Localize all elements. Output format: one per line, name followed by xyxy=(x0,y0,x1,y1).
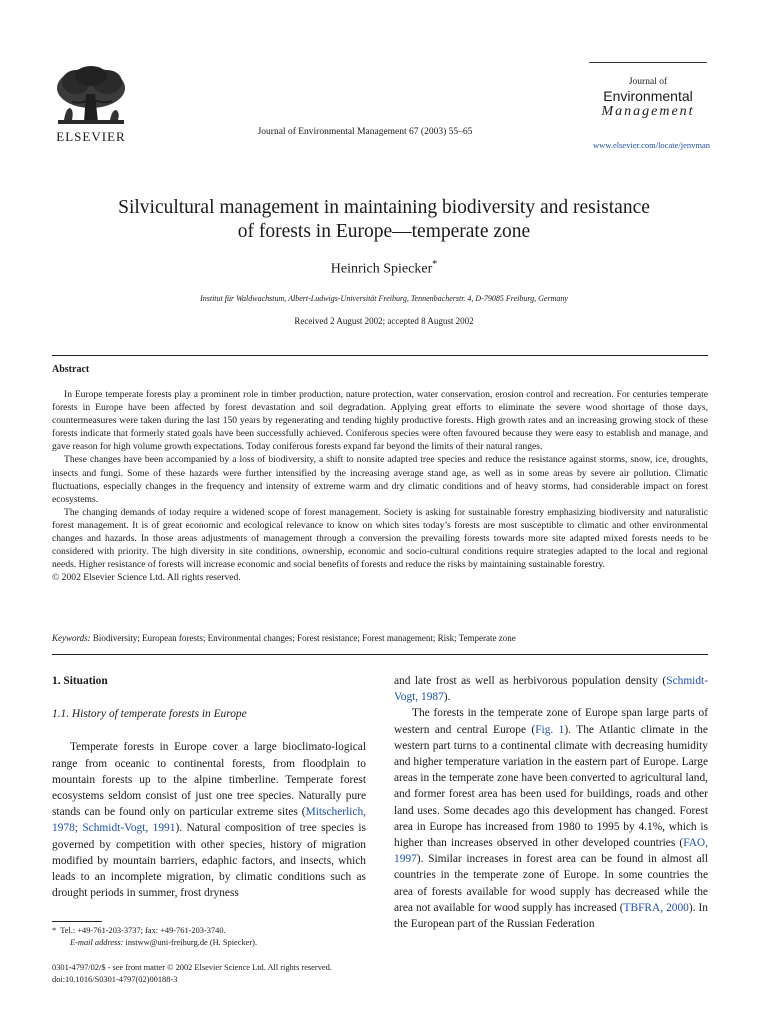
body-paragraph-right-2: The forests in the temperate zone of Europe span large parts of western and central Europe (Fig. 1). The Atlantic climate in the western part turns to a continental climate with decreasing humidity and higher temperature variation in the eastern part of Europe. Large areas in the temperate zone have been converted to agricultural land, and former forest area has been used for buildings, roads and other land uses. Some decades ago this development has changed. Forest area in Europe has increased from 1980 to 1995 by 4.1%, which is higher than increases observed in other developed countries (FAO, 1997). Similar increases in forest area can be found in almost all countries in the temperate zone of Europe. In some countries the area of forests available for wood supply has decreased while the area not available for wood supply has increased (TBFRA, 2000). In the European part of the Russian Federation xyxy=(394,707,708,931)
abstract-heading: Abstract xyxy=(52,364,90,375)
section-heading: 1. Situation xyxy=(52,675,108,687)
title-line1: Silvicultural management in maintaining biodiversity and resistance xyxy=(118,197,650,218)
abstract-top-rule xyxy=(52,355,708,356)
citation-link[interactable]: Schmidt-Vogt, 1987 xyxy=(394,675,708,704)
publisher-name: ELSEVIER xyxy=(56,129,126,144)
keywords xyxy=(52,633,708,643)
received-dates: Received 2 August 2002; accepted 8 August 2002 xyxy=(294,316,474,326)
journal-name-line1: Environmental xyxy=(603,88,693,104)
abstract-paragraph-2: These changes have been accompanied by a loss of biodiversity, a shift to nonsite adapted tree species and reduce the resistance against storms, snow, ice, droughts, insects and fungi. Some of these hazards were further intensified by the increasing average stand age, as well as in some areas by severe air pollution. Climatic fluctuations, especially changes in the frequency and intensity of extreme warm and dry climatic conditions and of heavy storms, had considerable impact on forest ecosystems. xyxy=(52,454,708,505)
left-column xyxy=(52,673,366,901)
citation-link[interactable]: FAO, 1997 xyxy=(394,837,708,866)
abstract-paragraph-1: In Europe temperate forests play a prominent role in timber production, nature protection, water conservation, erosion control and recreation. For centuries temperate forests in Europe have been affected by forest devastation and soil degradation. Applying great efforts to eliminate the severe wood shortage of those days, countermeasures were taken during the last 150 years by regenerating and tending highly productive forests. High growth rates and an increasing growing stock of these forests indicate that formerly stated goals have been successfully achieved. Coniferous species were often favoured because they were easy to establish and manage, and gave reason for high volume growth expectations. Today coniferous forests expand far beyond the limits of their natural ranges. xyxy=(52,389,708,453)
citation-link[interactable]: TBFRA, 2000 xyxy=(623,901,689,914)
footnote xyxy=(52,925,366,949)
author-name: Heinrich Spiecker xyxy=(330,261,433,277)
bottom-matter xyxy=(52,962,552,986)
keywords-label: Keywords: xyxy=(52,633,91,643)
article-title xyxy=(60,196,708,244)
abstract-copyright: © 2002 Elsevier Science Ltd. All rights reserved. xyxy=(52,572,241,584)
footnote-contact xyxy=(52,925,366,937)
affiliation: Institut für Waldwachstum, Albert-Ludwigs-Universität Freiburg, Tennenbacherstr. 4, D-79085 Freiburg, Germany xyxy=(200,294,568,303)
journal-brand xyxy=(589,62,707,120)
subsection-heading: 1.1. History of temperate forests in Europe xyxy=(52,708,247,721)
title-line2: of forests in Europe—temperate zone xyxy=(237,221,531,242)
author-footnote-mark[interactable]: * xyxy=(432,259,438,270)
abstract-paragraph-3: The changing demands of today require a widened scope of forest management. Society is asking for sustainable forestry emphasizing biodiversity and naturalistic forest management. It is of great economic and ecological relevance to know on which sites today’s forests are most susceptible to climatic and other environmental changes and hazards. In those areas adjustments of management through a conversion the prevailing forests towards more site adapted mixed forests needs to be considered with priority. The high diversity in site conditions, ownership, economic and socio-cultural conditions require strategies adapted to the local and regional needs. Higher resistance of forests will increase economic and social benefits of forests and reduce the risks by maintaining sustainable forestry. xyxy=(52,506,708,571)
email-label: E-mail address: xyxy=(70,938,124,947)
front-matter-line: 0301-4797/02/$ - see front matter © 2002 Elsevier Science Ltd. All rights reserved. xyxy=(52,963,332,972)
body-paragraph-right-1: and late frost as well as herbivorous population density (Schmidt-Vogt, 1987). xyxy=(394,675,708,704)
footnote-mark: * xyxy=(52,926,57,935)
footnote-rule xyxy=(52,921,102,922)
abstract-bottom-rule xyxy=(52,654,708,655)
journal-url-link[interactable]: www.elsevier.com/locate/jenvman xyxy=(593,140,710,150)
elsevier-tree-logo xyxy=(50,64,132,128)
footnote-tel: Tel.: +49-761-203-3737; fax: +49-761-203-3740. xyxy=(60,926,226,935)
citation-link[interactable]: Mitscherlich, 1978; Schmidt-Vogt, 1991 xyxy=(52,806,366,835)
doi-line: doi:10.1016/S0301-4797(02)00188-3 xyxy=(52,975,178,984)
journal-of-label: Journal of xyxy=(628,77,668,87)
journal-reference: Journal of Environmental Management 67 (2003) 55–65 xyxy=(257,127,473,137)
abstract-body xyxy=(52,388,708,584)
body-paragraph-left-1: Temperate forests in Europe cover a large bioclimato-logical range from oceanic to continental forests, from floodplain to mountain forests up to the alpine timberline. Temperate forest ecosystems seldom consist of just one tree species. Naturally pure stands can be found only on particular extreme sites (Mitscherlich, 1978; Schmidt-Vogt, 1991). Natural composition of tree species is governed by competition with other species, history of migration modified by mountain barriers, edaphic factors, and insects, which leads to an incomplete migration, by climatic conditions such as drought periods in summer, frost dryness xyxy=(52,741,366,900)
author-line xyxy=(60,259,708,278)
brand-divider xyxy=(589,62,707,63)
journal-name-line2: Management xyxy=(601,104,695,119)
footnote-email-line xyxy=(52,937,366,949)
figure-link[interactable]: Fig. 1 xyxy=(535,723,565,736)
right-column xyxy=(394,673,708,932)
keywords-list: Biodiversity; European forests; Environmental changes; Forest resistance; Forest management; Risk; Temperate zone xyxy=(92,633,516,643)
email-address[interactable]: instww@uni-freiburg.de (H. Spiecker). xyxy=(125,938,258,947)
